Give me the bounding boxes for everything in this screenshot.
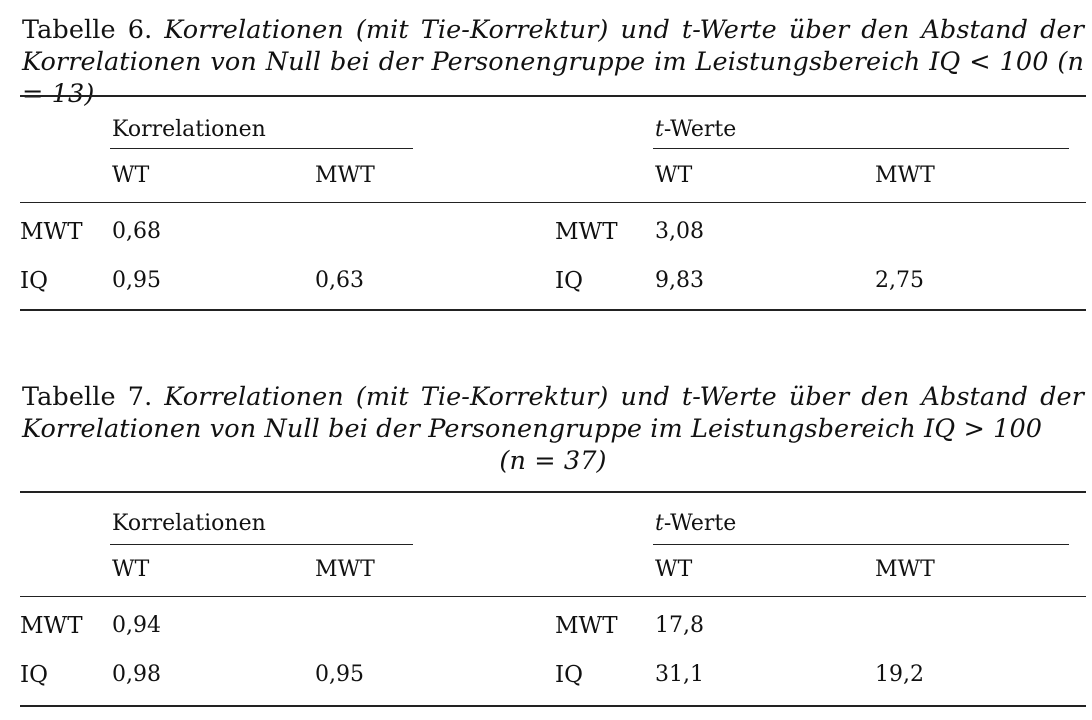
table-7-col-kor-wt: WT: [112, 557, 150, 582]
table-7-t-werte-rule: [653, 544, 1069, 545]
table-7-caption-label: Tabelle 7.: [22, 382, 153, 412]
table-6-group-t-werte: [655, 116, 736, 144]
table-7-group-korrelationen: Korrelationen: [112, 511, 266, 536]
table-7-row-iq-label-right: IQ: [555, 662, 583, 688]
table-6-caption-label: Tabelle 6.: [22, 15, 153, 45]
table-7-row-mwt-label-left: MWT: [20, 613, 83, 639]
table-7-row-mwt-label-right: MWT: [555, 613, 618, 639]
table-7-header-rule: [20, 596, 1086, 597]
table-7-col-t-wt: WT: [655, 557, 693, 582]
table-6-row-iq-kor-wt: 0,95: [112, 268, 161, 293]
table-7-group-t-werte: [655, 510, 736, 538]
table-6-group-t-letter: t: [655, 117, 664, 142]
table-7-row-iq-kor-wt: 0,98: [112, 662, 161, 687]
table-6-caption-text: Korrelationen (mit Tie-Korrektur) und t-Werte über den Abstand der Korrelationen von Null bei der Personengruppe im Leistungsbereich IQ < 100 (n = 13): [22, 15, 1084, 109]
table-6-col-kor-mwt: MWT: [315, 163, 375, 188]
table-6-top-rule: [20, 95, 1086, 97]
table-6-group-korrelationen: Korrelationen: [112, 117, 266, 142]
table-7-row-iq-t-wt: 31,1: [655, 662, 704, 687]
table-6-col-t-mwt: MWT: [875, 163, 935, 188]
table-6-row-iq-label-left: IQ: [20, 268, 48, 294]
table-7-caption-tail: (n = 37): [499, 446, 607, 476]
table-7-row-iq-kor-mwt: 0,95: [315, 662, 364, 687]
table-6-bottom-rule: [20, 309, 1086, 311]
table-6-group-t-rest: -Werte: [663, 117, 737, 142]
table-7-col-kor-mwt: MWT: [315, 557, 375, 582]
table-7-caption: [22, 381, 1084, 477]
table-7-caption-text: Korrelationen (mit Tie-Korrektur) und t-Werte über den Abstand der Korrelationen von Null bei der Personengruppe im Leistungsbereich IQ > 100: [22, 382, 1084, 444]
table-6-row-iq-kor-mwt: 0,63: [315, 268, 364, 293]
table-7-row-mwt-t-wt: 17,8: [655, 613, 704, 638]
table-7-row-iq-label-left: IQ: [20, 662, 48, 688]
table-6-header-rule: [20, 202, 1086, 203]
table-7-group-t-letter: t: [655, 511, 664, 536]
table-6-col-t-wt: WT: [655, 163, 693, 188]
table-6-row-iq-t-wt: 9,83: [655, 268, 704, 293]
table-6-korrelationen-rule: [110, 148, 413, 149]
table-6-row-mwt-label-right: MWT: [555, 219, 618, 245]
table-7-bottom-rule: [20, 705, 1086, 707]
table-7-korrelationen-rule: [110, 544, 413, 545]
table-7-group-t-rest: -Werte: [663, 511, 737, 536]
table-6-row-iq-label-right: IQ: [555, 268, 583, 294]
table-6-t-werte-rule: [653, 148, 1069, 149]
table-6-row-mwt-t-wt: 3,08: [655, 219, 704, 244]
table-7-top-rule: [20, 491, 1086, 493]
table-7-col-t-mwt: MWT: [875, 557, 935, 582]
table-6-row-mwt-kor-wt: 0,68: [112, 219, 161, 244]
table-7-row-iq-t-mwt: 19,2: [875, 662, 924, 687]
table-6-row-mwt-label-left: MWT: [20, 219, 83, 245]
table-6-row-iq-t-mwt: 2,75: [875, 268, 924, 293]
table-6-col-kor-wt: WT: [112, 163, 150, 188]
table-7-row-mwt-kor-wt: 0,94: [112, 613, 161, 638]
